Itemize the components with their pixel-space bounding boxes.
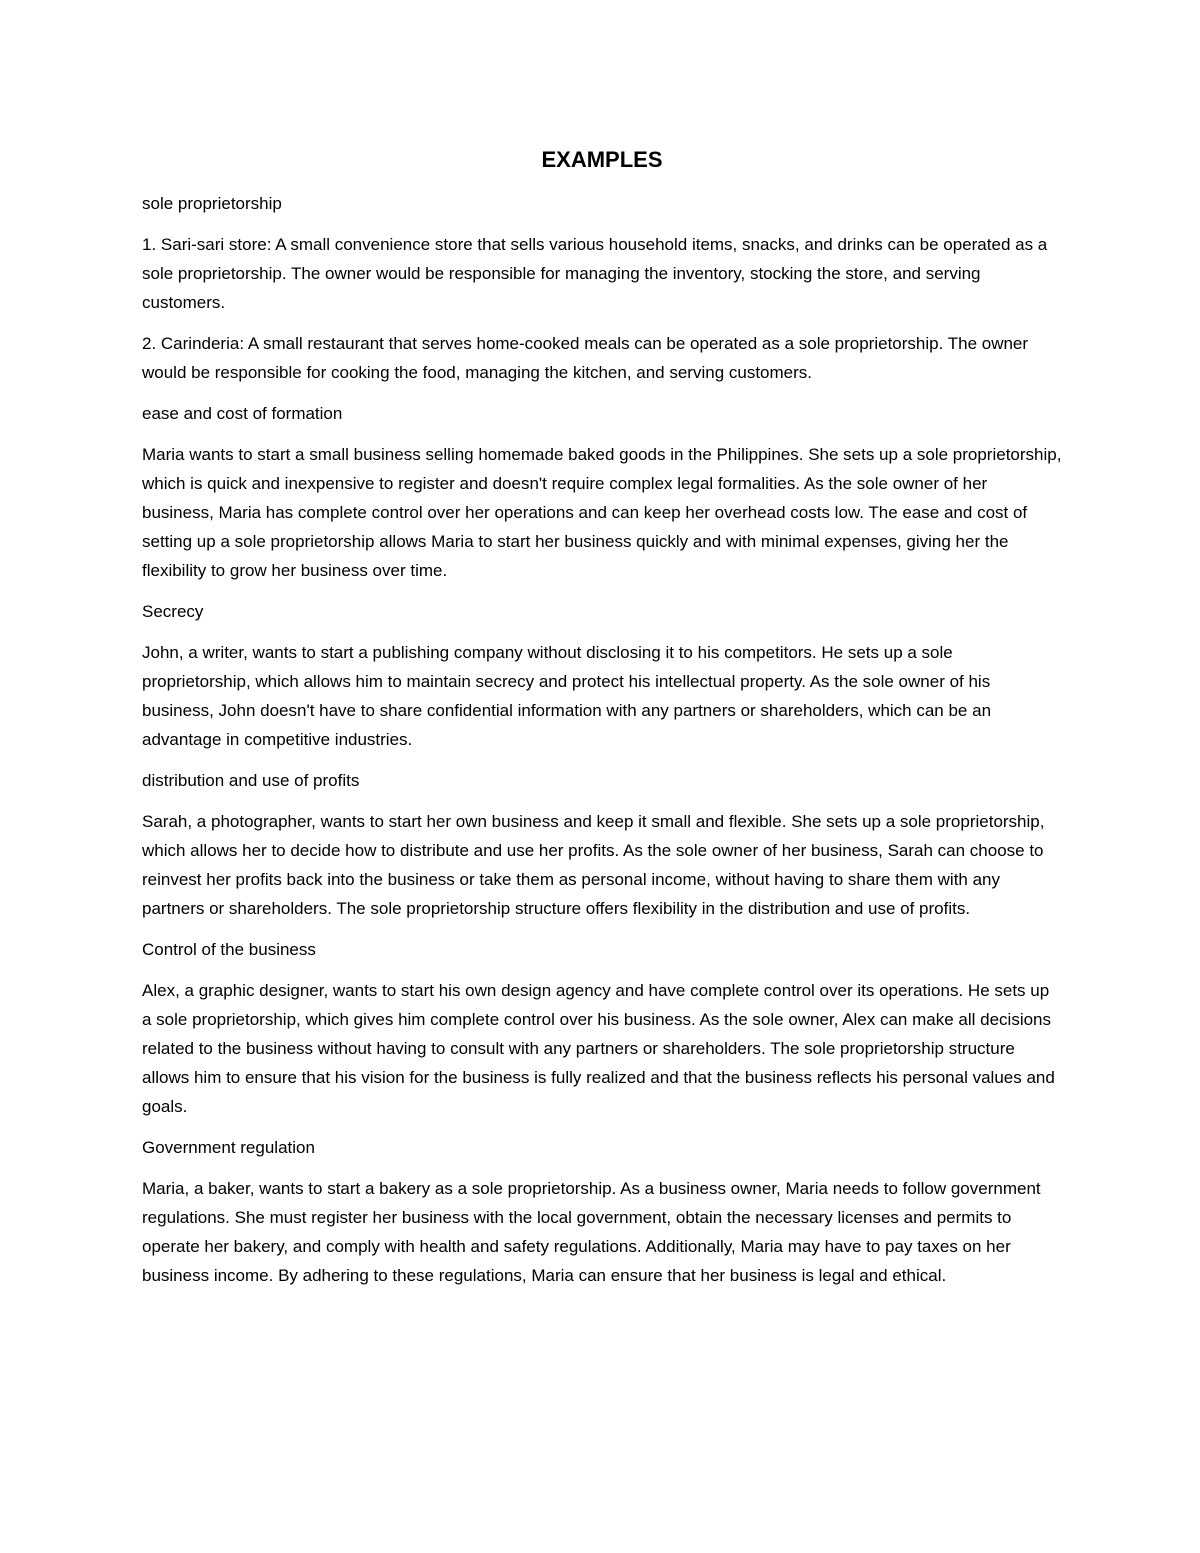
section-distribution-of-profits <box>142 766 1062 923</box>
section-heading: sole proprietorship <box>142 194 282 213</box>
paragraph: Maria, a baker, wants to start a bakery as a sole proprietorship. As a business owner, Maria needs to follow government regulations. She must register her business with the local government, obtain the necessary licenses and permits to operate her bakery, and comply with health and safety regulations. Additionally, Maria may have to pay taxes on her business income. By adhering to these regulations, Maria can ensure that her business is legal and ethical. <box>142 1179 1041 1285</box>
document-body <box>142 143 1062 1302</box>
section-heading: Government regulation <box>142 1138 315 1157</box>
document-title: EXAMPLES <box>541 147 663 172</box>
section-sole-proprietorship <box>142 189 1062 387</box>
paragraph: 1. Sari-sari store: A small convenience store that sells various household items, snacks, and drinks can be operated as a sole proprietorship. The owner would be responsible for managing the inventory, stocking the store, and serving customers. <box>142 235 1048 312</box>
section-heading: Secrecy <box>142 602 204 621</box>
section-heading: ease and cost of formation <box>142 404 343 423</box>
section-government-regulation <box>142 1133 1062 1290</box>
section-ease-and-cost <box>142 399 1062 585</box>
paragraph: Maria wants to start a small business selling homemade baked goods in the Philippines. She sets up a sole proprietorship, which is quick and inexpensive to register and doesn't require complex legal formalities. As the sole owner of her business, Maria has complete control over her operations and can keep her overhead costs low. The ease and cost of setting up a sole proprietorship allows Maria to start her business quickly and with minimal expenses, giving her the flexibility to grow her business over time. <box>142 445 1062 580</box>
paragraph: 2. Carinderia: A small restaurant that serves home-cooked meals can be operated as a sole proprietorship. The owner would be responsible for cooking the food, managing the kitchen, and serving customers. <box>142 334 1029 382</box>
paragraph: Alex, a graphic designer, wants to start his own design agency and have complete control over its operations. He sets up a sole proprietorship, which gives him complete control over his business. As the sole owner, Alex can make all decisions related to the business without having to consult with any partners or shareholders. The sole proprietorship structure allows him to ensure that his vision for the business is fully realized and that the business reflects his personal values and goals. <box>142 981 1055 1116</box>
section-heading: distribution and use of profits <box>142 771 360 790</box>
section-secrecy <box>142 597 1062 754</box>
section-heading: Control of the business <box>142 940 316 959</box>
paragraph: John, a writer, wants to start a publishing company without disclosing it to his competitors. He sets up a sole proprietorship, which allows him to maintain secrecy and protect his intellectual property. As the sole owner of his business, John doesn't have to share confidential information with any partners or shareholders, which can be an advantage in competitive industries. <box>142 643 992 749</box>
paragraph: Sarah, a photographer, wants to start her own business and keep it small and flexible. She sets up a sole proprietorship, which allows her to decide how to distribute and use her profits. As the sole owner of her business, Sarah can choose to reinvest her profits back into the business or take them as personal income, without having to share them with any partners or shareholders. The sole proprietorship structure offers flexibility in the distribution and use of profits. <box>142 812 1045 918</box>
section-control-of-business <box>142 935 1062 1121</box>
